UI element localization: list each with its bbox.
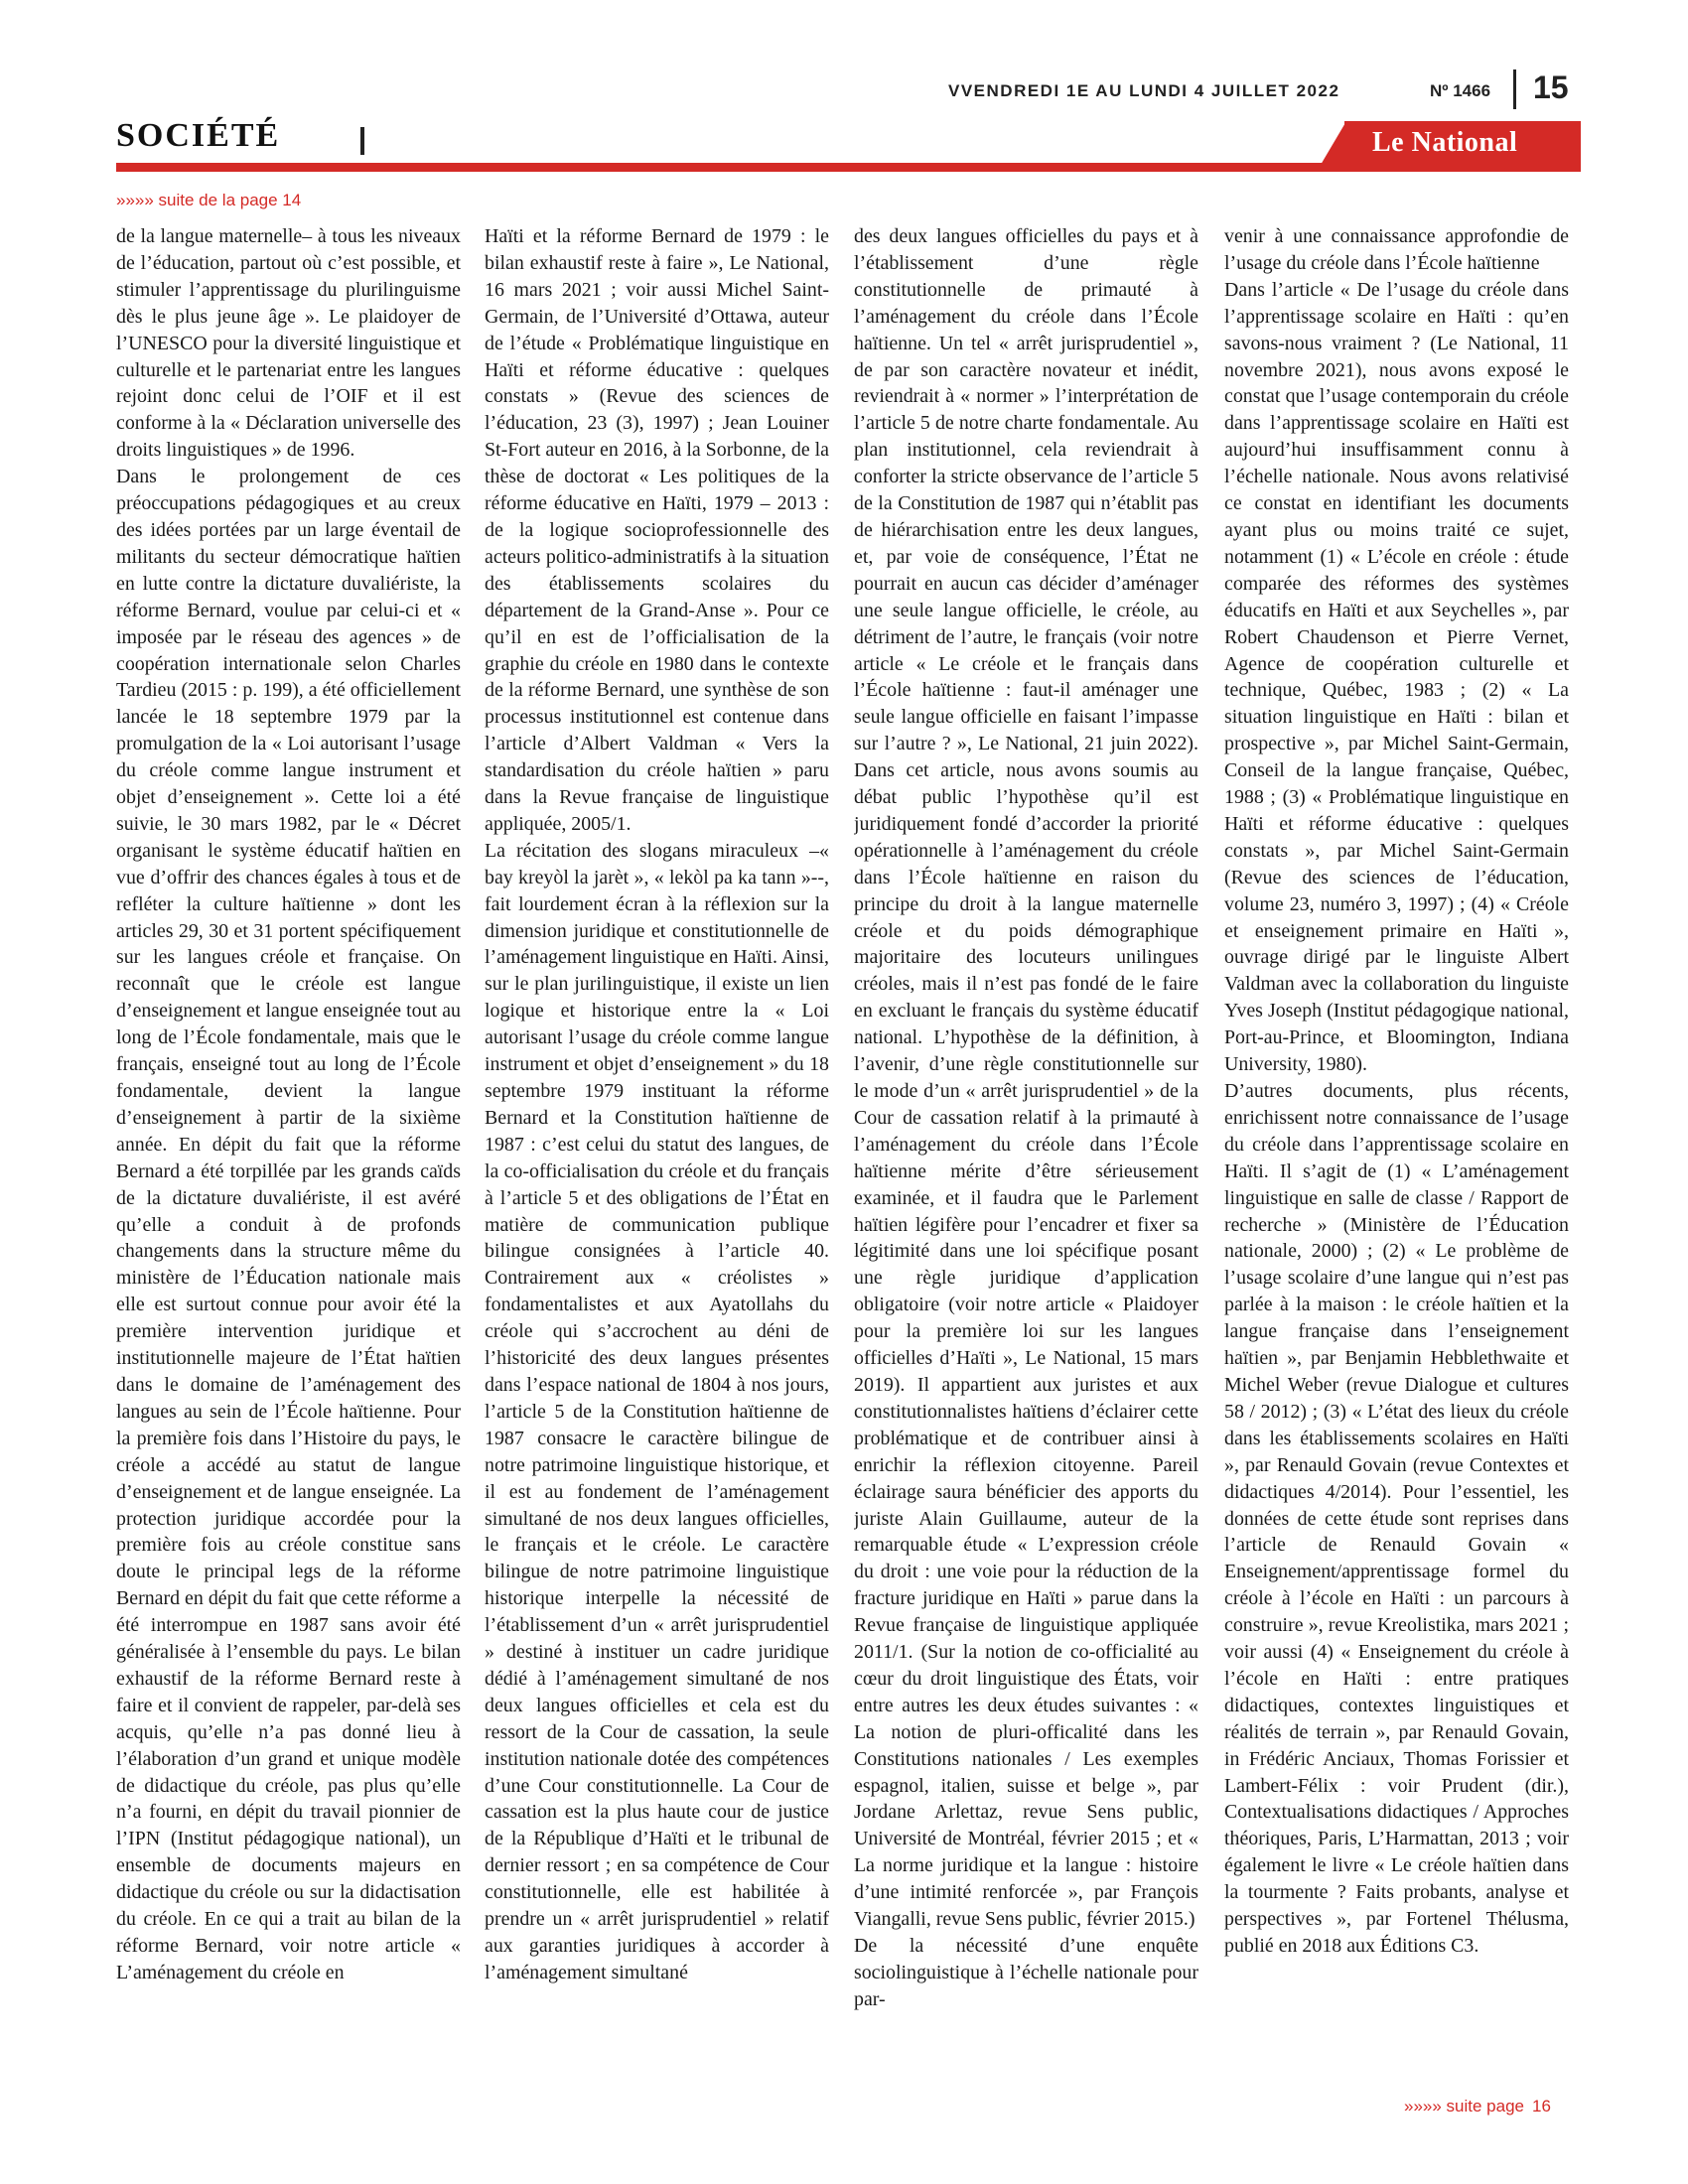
continued-from-label: »»»» suite de la page 14 (116, 191, 302, 209)
paragraph: de la langue maternelle– à tous les niveaux de l’éducation, partout où c’est possible, et stimuler l’apprentissage du plurilinguisme dès le plus jeune âge ». Le plaidoyer de l’UNESCO pour la diversité linguistique et culturelle et le partenariat entre les langues rejoint donc celui de l’OIF et il est conforme à la « Déclaration universelle des droits linguistiques » de 1996. (116, 225, 461, 462)
brand-name: Le National (1372, 127, 1518, 158)
paragraph: De la nécessité d’une enquête sociolinguistique à l’échelle nationale pour par- (854, 1935, 1198, 2010)
section-title: SOCIÉTÉ (116, 117, 281, 154)
article-column-4 (1224, 223, 1569, 2080)
paragraph: Dans l’article « De l’usage du créole dans l’apprentissage scolaire en Haïti : qu’en savons-nous vraiment ? (Le National, 11 novembre 2021), nous avons exposé le constat que l’usage contemporain du créole dans l’apprentissage scolaire en Haïti est aujourd’hui insuffisamment connu à l’échelle nationale. Nous avons relativisé ce constat en identifiant les documents ayant plus ou moins traité ce sujet, notamment (1) « L’école en créole : étude comparée des réformes des systèmes éducatifs en Haïti et aux Seychelles », par Robert Chaudenson et Pierre Vernet, Agence de coopération culturelle et technique, Québec, 1983 ; (2) « La situation linguistique en Haïti : bilan et prospective », par Michel Saint-Germain, Conseil de la langue française, Québec, 1988 ; (3) « Problématique linguistique en Haïti et réforme éducative : quelques constats », par Michel Saint-Germain (Revue des sciences de l’éducation, volume 23, numéro 3, 1997) ; (4) « Créole et enseignement primaire en Haïti », ouvrage dirigé par le linguiste Albert Valdman avec la collaboration du linguiste Yves Joseph (Institut pédagogique national, Port-au-Prince, et Bloomington, Indiana University, 1980). (1224, 278, 1569, 1076)
page-number: 15 (1533, 69, 1569, 105)
paragraph: D’autres documents, plus récents, enrichissent notre connaissance de l’usage du créole dans l’apprentissage scolaire en Haïti. Il s’agit de (1) « L’aménagement linguistique en salle de classe / Rapport de recherche » (Ministère de l’Éducation nationale, 2000) ; (2) « Le problème de l’usage scolaire d’une langue qui n’est pas parlée à la maison : le créole haïtien et la langue française dans l’enseignement haïtien », par Benjamin Hebblethwaite et Michel Weber (revue Dialogue et cultures 58 / 2012) ; (3) « L’état des lieux du créole dans les établissements scolaires en Haïti », par Renauld Govain (revue Contextes et didactiques 4/2014). Pour l’essentiel, les données de cette étude sont reprises dans l’article de Renauld Govain « Enseignement/apprentissage formel du créole à l’école en Haïti : un parcours à construire », revue Kreolistika, mars 2021 ; voir aussi (4) « Enseignement du créole à l’école en Haïti : entre pratiques didactiques, contextes linguistiques et réalités de terrain », par Renauld Govain, in Frédéric Anciaux, Thomas Forissier et Lambert-Félix : voir Prudent (dir.), Contextualisations didactiques / Approches théoriques, Paris, L’Harmattan, 2013 ; voir également le livre « Le créole haïtien dans la tourmente ? Faits probants, analyse et perspectives », par Fortenel Thélusma, publié en 2018 aux Éditions C3. (1224, 1080, 1569, 1957)
header-rule (116, 163, 1581, 172)
paragraph: Dans le prolongement de ces préoccupations pédagogiques et au creux des idées portées par un large éventail de militants du secteur démocratique haïtien en lutte contre la dictature duvaliériste, la réforme Bernard, voulue par celui-ci et « imposée par le réseau des agences » de coopération internationale selon Charles Tardieu (2015 : p. 199), a été officiellement lancée le 18 septembre 1979 par la promulgation de la « Loi autorisant l’usage du créole comme langue instrument et objet d’enseignement ». Cette loi a été suivie, le 30 mars 1982, par le « Décret organisant le système éducatif haïtien en vue d’offrir des chances égales à tous et de refléter la culture haïtienne » dont les articles 29, 30 et 31 portent spécifiquement sur les langues créole et française. On reconnaît que le créole est langue d’enseignement et langue enseignée tout au long de l’École fondamentale, mais que le français, enseigné tout au long de l’École fondamentale, devient la langue d’enseignement à partir de la sixième année. En dépit du fait que la réforme Bernard a été torpillée par les grands caïds de la dictature duvaliériste, il est avéré qu’elle a conduit à de profonds changements dans la structure même du ministère de l’Éducation nationale mais elle est surtout connue pour avoir été la première intervention juridique et institutionnelle majeure de l’État haïtien dans le domaine de l’aménagement des langues au sein de l’École haïtienne. Pour la première fois dans l’Histoire du pays, le créole a accédé au statut de langue d’enseignement et de langue enseignée. La protection juridique accordée pour la première fois au créole constitue sans doute le principal legs de la réforme Bernard en dépit du fait que cette réforme a été interrompue en 1987 sans avoir été généralisée à l’ensemble du pays. Le bilan exhaustif de la réforme Bernard reste à faire et il convient de rappeler, par-delà ses acquis, qu’elle n’a pas donné lieu à l’élaboration d’un grand et unique modèle de didactique du créole, pas plus qu’elle n’a fourni, en dépit du travail pionnier de l’IPN (Institut pédagogique national), un ensemble de documents majeurs en didactique du créole ou sur la didactisation du créole. En ce qui a trait au bilan de la réforme Bernard, voir notre article « L’aménagement du créole en (116, 466, 461, 1983)
brand-tab-shape (1321, 121, 1346, 165)
continued-to[interactable] (1404, 2097, 1551, 2116)
issue-number: Nº 1466 (1430, 81, 1491, 100)
header-divider (1513, 69, 1516, 109)
article-column-3 (854, 223, 1198, 2080)
continued-to-label: »»»» suite page (1404, 2097, 1524, 2116)
article-column-1 (116, 223, 461, 2080)
paragraph: des deux langues officielles du pays et à l’établissement d’une règle constitutionnelle de primauté à l’aménagement du créole dans l’École haïtienne. Un tel « arrêt jurisprudentiel », de par son caractère novateur et inédit, reviendrait à « normer » l’interprétation de l’article 5 de notre charte fondamentale. Au plan institutionnel, cela reviendrait à conforter la stricte observance de l’article 5 de la Constitution de 1987 qui n’établit pas de hiérarchisation entre les deux langues, et, par voie de conséquence, l’État ne pourrait en aucun cas décider d’aménager une seule langue officielle, le créole, au détriment de l’autre, le français (voir notre article « Le créole et le français dans l’École haïtienne : faut-il aménager une seule langue officielle en faisant l’impasse sur l’autre ? », Le National, 21 juin 2022). Dans cet article, nous avons soumis au débat public l’hypothèse qu’il est juridiquement fondé d’accorder la priorité opérationnelle à l’aménagement du créole dans l’École haïtienne en raison du principe du droit à la langue maternelle créole et du poids démographique majoritaire des locuteurs unilingues créoles, mais il n’est pas fondé de le faire en excluant le français du système éducatif national. L’hypothèse de la définition, à l’avenir, d’une règle constitutionnelle sur le mode d’un « arrêt jurisprudentiel » de la Cour de cassation relatif à la primauté à l’aménagement du créole dans l’École haïtienne mérite d’être sérieusement examinée, et il faudra que le Parlement haïtien légifère pour l’encadrer et fixer sa légitimité dans une loi spécifique posant une règle juridique d’application obligatoire (voir notre article « Plaidoyer pour la première loi sur les langues officielles d’Haïti », Le National, 15 mars 2019). Il appartient aux juristes et aux constitutionnalistes haïtiens d’éclairer cette problématique et de contribuer ainsi à enrichir la réflexion citoyenne. Pareil éclairage saura bénéficier des apports du juriste Alain Guillaume, auteur de la remarquable étude « L’expression créole du droit : une voie pour la réduction de la fracture juridique en Haïti » parue dans la Revue française de linguistique appliquée 2011/1. (Sur la notion de co-officialité au cœur du droit linguistique des États, voir entre autres les deux études suivantes : « La notion de pluri-officalité dans les Constitutions nationales / Les exemples espagnol, italien, suisse et belge », par Jordane Arlettaz, revue Sens public, Université de Montréal, février 2015 ; et « La norme juridique et la langue : histoire d’une intimité renforcée », par François Viangalli, revue Sens public, février 2015.) (854, 225, 1198, 1931)
issue-date: VVENDREDI 1E AU LUNDI 4 JUILLET 2022 (948, 81, 1340, 100)
continued-to-page: 16 (1532, 2097, 1551, 2116)
section-divider (360, 127, 364, 155)
paragraph: La récitation des slogans miraculeux –« bay kreyòl la jarèt », « lekòl pa ka tann »--, fait lourdement écran à la réflexion sur la dimension juridique et constitutionnelle de l’aménagement linguistique en Haïti. Ainsi, sur le plan jurilinguistique, il existe un lien logique et historique entre la « Loi autorisant l’usage du créole comme langue instrument et objet d’enseignement » du 18 septembre 1979 instituant la réforme Bernard et la Constitution haïtienne de 1987 : c’est celui du statut des langues, de la co-officialisation du créole et du français à l’article 5 et des obligations de l’État en matière de communication publique bilingue consignées à l’article 40. Contrairement aux « créolistes » fondamentalistes et aux Ayatollahs du créole qui s’accrochent au déni de l’historicité des deux langues présentes dans l’espace national de 1804 à nos jours, l’article 5 de la Constitution haïtienne de 1987 consacre le caractère bilingue de notre patrimoine linguistique historique, et il est au fondement de l’aménagement simultané de nos deux langues officielles, le français et le créole. Le caractère bilingue de notre patrimoine linguistique historique interpelle la nécessité de l’établissement d’un « arrêt jurisprudentiel » destiné à instituer un cadre juridique dédié à l’aménagement simultané de nos deux langues officielles et cela est du ressort de la Cour de cassation, la seule institution nationale dotée des compétences d’une Cour constitutionnelle. La Cour de cassation est la plus haute cour de justice de la République d’Haïti et le tribunal de dernier ressort ; en sa compétence de Cour constitutionnelle, elle est habilitée à prendre un « arrêt jurisprudentiel » relatif aux garanties juridiques à accorder à l’aménagement simultané (485, 839, 829, 1983)
paragraph: venir à une connaissance approfondie de l’usage du créole dans l’École haïtienne (1224, 225, 1569, 274)
article-column-2 (485, 223, 829, 2080)
paragraph: Haïti et la réforme Bernard de 1979 : le bilan exhaustif reste à faire », Le National, 16 mars 2021 ; voir aussi Michel Saint-Germain, de l’Université d’Ottawa, auteur de l’étude « Problématique linguistique en Haïti et réforme éducative : quelques constats » (Revue des sciences de l’éducation, 23 (3), 1997) ; Jean Louiner St-Fort auteur en 2016, à la Sorbonne, de la thèse de doctorat « Les politiques de la réforme éducative en Haïti, 1979 – 2013 : de la logique socioprofessionnelle des acteurs politico-administratifs à la situation des établissements scolaires du département de la Grand-Anse ». Pour ce qu’il en est de l’officialisation de la graphie du créole en 1980 dans le contexte de la réforme Bernard, une synthèse de son processus institutionnel est contenue dans l’article d’Albert Valdman « Vers la standardisation du créole haïtien » paru dans la Revue française de linguistique appliquée, 2005/1. (485, 225, 829, 835)
